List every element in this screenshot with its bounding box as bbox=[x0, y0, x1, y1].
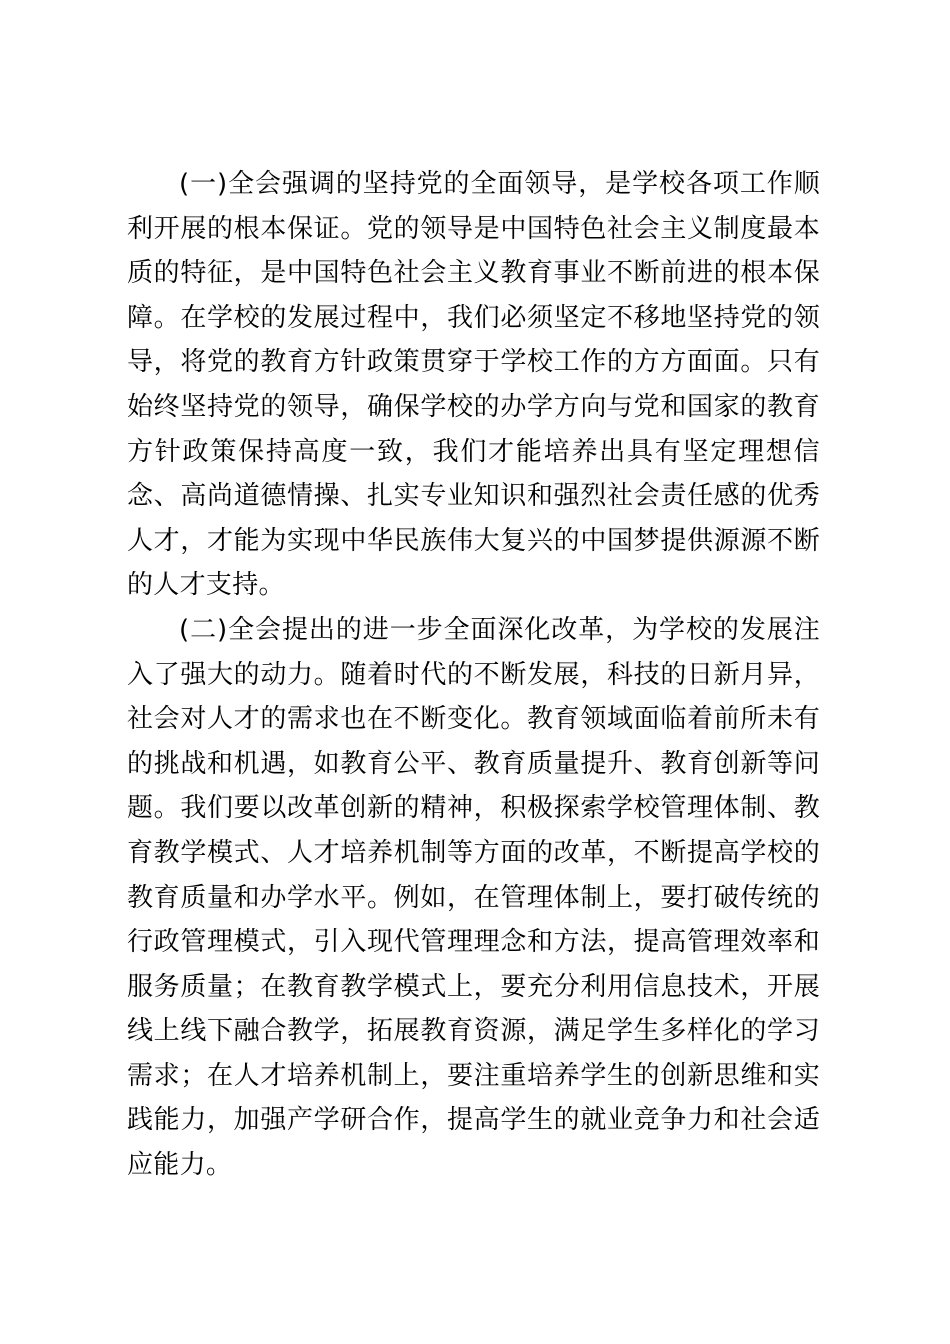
paragraph-2: (二)全会提出的进一步全面深化改革，为学校的发展注入了强大的动力。随着时代的不断发展，科技的日新月异，社会对人才的需求也在不断变化。教育领域面临着前所未有的挑战和机遇，如教育公平、教育质量提升、教育创新等问题。我们要以改革创新的精神，积极探索学校管理体制、教育教学模式、人才培养机制等方面的改革，不断提高学校的教育质量和办学水平。例如，在管理体制上，要打破传统的行政管理模式，引入现代管理理念和方法，提高管理效率和服务质量；在教育教学模式上，要充分利用信息技术，开展线上线下融合教学，拓展教育资源，满足学生多样化的学习需求；在人才培养机制上，要注重培养学生的创新思维和实践能力，加强产学研合作，提高学生的就业竞争力和社会适应能力。 bbox=[127, 614, 820, 1181]
document-body bbox=[127, 162, 820, 1188]
paragraph-1: (一)全会强调的坚持党的全面领导，是学校各项工作顺利开展的根本保证。党的领导是中国特色社会主义制度最本质的特征，是中国特色社会主义教育事业不断前进的根本保障。在学校的发展过程中，我们必须坚定不移地坚持党的领导，将党的教育方针政策贯穿于学校工作的方方面面。只有始终坚持党的领导，确保学校的办学方向与党和国家的教育方针政策保持高度一致，我们才能培养出具有坚定理想信念、高尚道德情操、扎实专业知识和强烈社会责任感的优秀人才，才能为实现中华民族伟大复兴的中国梦提供源源不断的人才支持。 bbox=[127, 169, 820, 601]
